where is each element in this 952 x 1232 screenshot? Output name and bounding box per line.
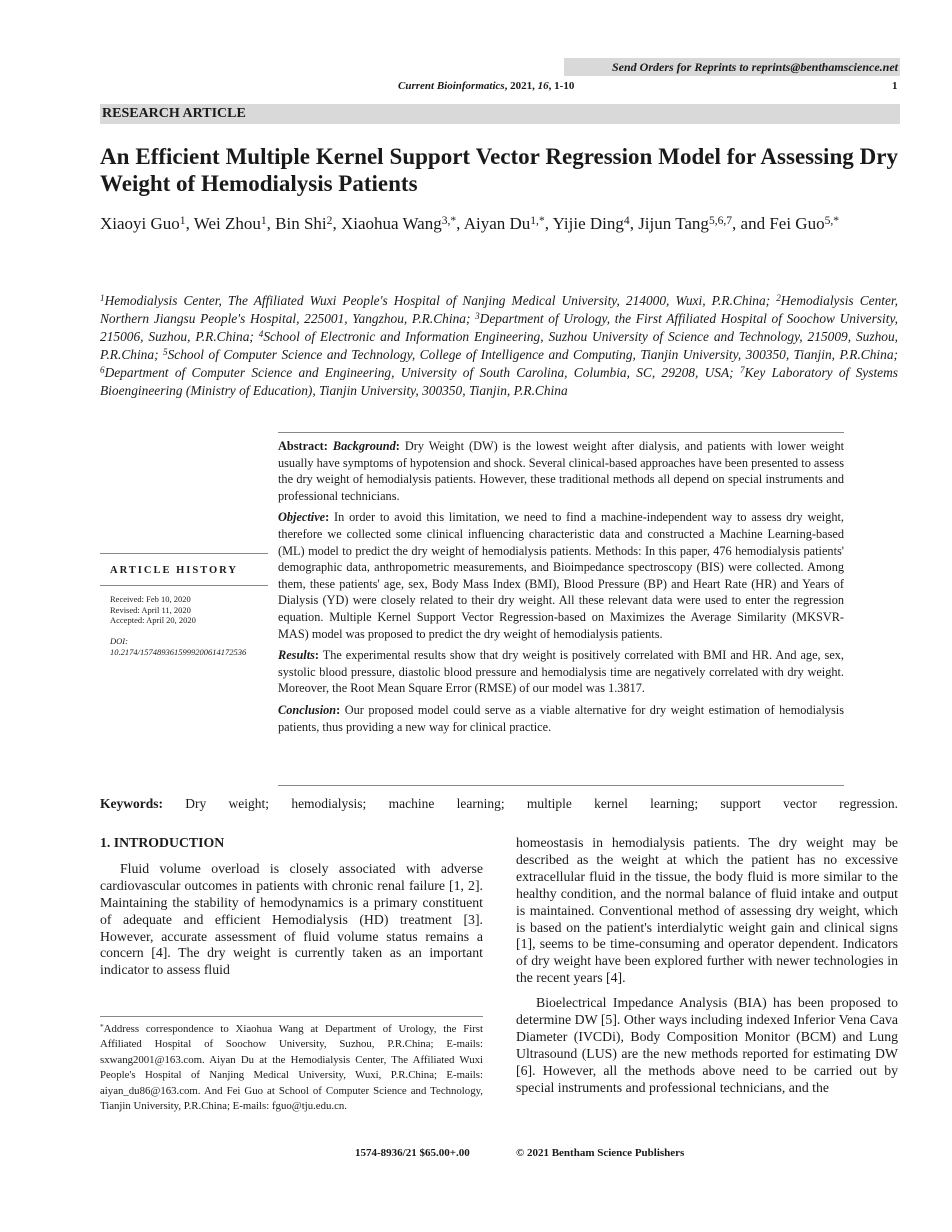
footer-issn-code: 1574-8936/21 $65.00+.00	[355, 1147, 470, 1159]
journal-citation	[398, 80, 574, 92]
journal-pages: , 1-10	[548, 80, 575, 92]
history-mid-divider	[100, 585, 268, 586]
affiliation: $^6$Department of Computer Science and Engineering, University of South Carolina, Columbia, SC, 29208, USA;	[100, 364, 740, 380]
journal-volume: 16	[537, 80, 549, 92]
paper-title: An Efficient Multiple Kernel Support Vector Regression Model for Assessing Dry Weight of Hemodialysis Patients	[100, 144, 898, 196]
affiliation: $^4$School of Electronic and Information Engineering, Suzhou University of Science and Technology, 215009, Suzhou, P.R.China;	[100, 328, 899, 362]
abstract-block	[278, 438, 844, 740]
keywords	[100, 795, 898, 813]
journal-year: , 2021,	[504, 80, 538, 92]
doi-label: DOI:	[110, 636, 128, 646]
journal-name: Current Bioinformatics	[398, 80, 505, 92]
author: Fei Guo$^{5,*}$	[769, 213, 840, 233]
article-doi	[110, 636, 276, 657]
abstract-bottom-divider	[278, 785, 844, 786]
revised-date: Revised: April 11, 2020	[110, 604, 191, 615]
keywords-text: Dry weight; hemodialysis; machine learning; multiple kernel learning; support vector regression.	[185, 796, 898, 811]
keywords-label: Keywords:	[100, 796, 163, 811]
author-list	[100, 213, 898, 235]
abstract-conclusion: Conclusion: Our proposed model could serve as a viable alternative for dry weight estimation of hemodialysis patients, thus providing a new way for clinical practice.	[278, 702, 844, 734]
affiliation: $^2$Hemodialysis Center, Northern Jiangsu People's Hospital, 225001, Yangzhou, P.R.China;	[100, 292, 898, 326]
affiliation: $^3$Department of Urology, the First Affiliated Hospital of Soochow University, 215006, Suzhou, P.R.China;	[100, 310, 898, 344]
article-history-heading: ARTICLE HISTORY	[110, 565, 238, 576]
article-history-dates	[110, 594, 270, 626]
author: Aiyan $Du^{1,*}$,	[463, 213, 553, 233]
doi-link[interactable]: 10.2174/1574893615999200614172536	[110, 646, 247, 657]
intro-paragraph: Bioelectrical Impedance Analysis (BIA) has been proposed to determine DW [5]. Other ways including indexed Inferior Vena Cava Diameter (IVCDi), Body Composition Monitor (BCM) and Lung Ultrasound (LUS) are the new methods reported for estimating DW [6]. However, all the methods above need to be carried out by special instruments and professional technicians, and the	[516, 995, 898, 1095]
abstract-background: Abstract: Background: Dry Weight (DW) is the lowest weight after dialysis, and patients with lower weight usually have symptoms of hypotension and shock. Several clinical-based approaches have been presented to assess the dry weight of hemodialysis patients. However, these traditional methods all depend on special instruments and professional technicians.	[278, 439, 845, 503]
intro-paragraph-continued: homeostasis in hemodialysis patients. The dry weight may be described as the weight at which the patient has no excessive extracellular fluid in the tissue, the body fluid is more similar to the healthy condition, and the normal balance of fluid intake and output is maintained. Conventional method of assessing dry weight, which is based on the patient's interdialytic weight gain and clinical signs [1], seems to be time-consuming and operator dependent. Indicators of dry weight have been explored further with newer technologies in the recent years [4].	[516, 835, 898, 986]
reprints-banner: Send Orders for Reprints to reprints@benthamscience.net	[564, 58, 900, 76]
author: Yijie Ding$^4$,	[552, 213, 639, 233]
page-number: 1	[892, 80, 898, 92]
abstract-results: Results: The experimental results show that dry weight is positively correlated with BMI and HR. And age, sex, systolic blood pressure, diastolic blood pressure and hemodialysis time are negatively correlated with dry weight. Moreover, the Root Mean Square Error (RMSE) of our model was 1.3817.	[278, 648, 844, 696]
section-heading: 1. INTRODUCTION	[100, 835, 225, 850]
affiliation: $^7$Key Laboratory of Systems Bioengineering (Ministry of Education), Tianjin University, 300350, Tianjin, P.R.China	[100, 364, 898, 398]
received-date: Received: Feb 10, 2020	[110, 594, 191, 604]
accepted-date: Accepted: April 20, 2020	[110, 615, 196, 625]
affiliation: $^5$School of Computer Science and Technology, College of Intelligence and Computing, Tianjin University, 300350, Tianjin, P.R.China;	[163, 346, 898, 362]
article-type-bar: RESEARCH ARTICLE	[100, 104, 900, 124]
footnote-divider	[100, 1016, 483, 1017]
author: Xiaoyi Guo$^1$,	[100, 213, 194, 233]
history-top-divider	[100, 553, 268, 554]
intro-paragraph: Fluid volume overload is closely associated with adverse cardiovascular outcomes in patients with chronic renal failure [1, 2]. Maintaining the stability of hemodynamics is a primary constituent of adequate and efficient Hemodialysis (HD) treatment [3]. However, accurate assessment of fluid volume status remains a concern [4]. The dry weight is currently taken as an important indicator to assess fluid	[100, 860, 483, 978]
right-column	[516, 835, 898, 1097]
footer-copyright: © 2021 Bentham Science Publishers	[516, 1147, 685, 1159]
left-column	[100, 835, 483, 979]
abstract-top-divider	[278, 432, 844, 433]
author: Wei Zhou$^1$,	[193, 213, 276, 233]
abstract-objective: Objective: In order to avoid this limitation, we need to find a machine-independent way to assess dry weight, therefore we collected some clinical influencing characteristic data and constructed a Machine Learning-based (ML) model to predict the dry weight of hemodialysis patients. Methods: In this paper, 476 hemodialysis patients' demographic data, anthropometric measurements, and Bioimpedance spectroscopy (BIS) were collected. Among them, these patients' age, sex, Body Mass Index (BMI), Blood Pressure (BP) and Heart Rate (HR) and Years of Dialysis (YD) were closely related to their dry weight. All these relevant data were used to enter the regression equation. Multiple Kernel Support Vector Regression-based on Maximizes the Average Similarity (MKSVR-MAS) model was proposed to predict the dry weight of hemodialysis patients.	[278, 510, 844, 641]
correspondence-footnote: *Address correspondence to Xiaohua Wang at Department of Urology, the First Affiliated Hospital of Soochow University, Suzhou, P.R.China; E-mails: sxwang2001@163.com. Aiyan Du at the Hemodialysis Center, The Affiliated Wuxi People's Hospital of Nanjing Medical University, Wuxi, P.R.China; E-mails: aiyan_du86@163.com. And Fei Guo at School of Computer Science and Technology, Tianjin University, P.R.China; E-mails: fguo@tju.edu.cn.	[100, 1021, 483, 1113]
author: Bin Shi$^2$,	[275, 213, 341, 233]
author: Xiaohua Wang$^{3,*}$,	[340, 213, 464, 233]
affiliation: $^1$Hemodialysis Center, The Affiliated Wuxi People's Hospital of Nanjing Medical University, 214000, Wuxi, P.R.China;	[100, 292, 777, 308]
affiliations	[100, 292, 898, 400]
author: Jijun Tang$^{5,6,7}$, and	[638, 213, 770, 233]
